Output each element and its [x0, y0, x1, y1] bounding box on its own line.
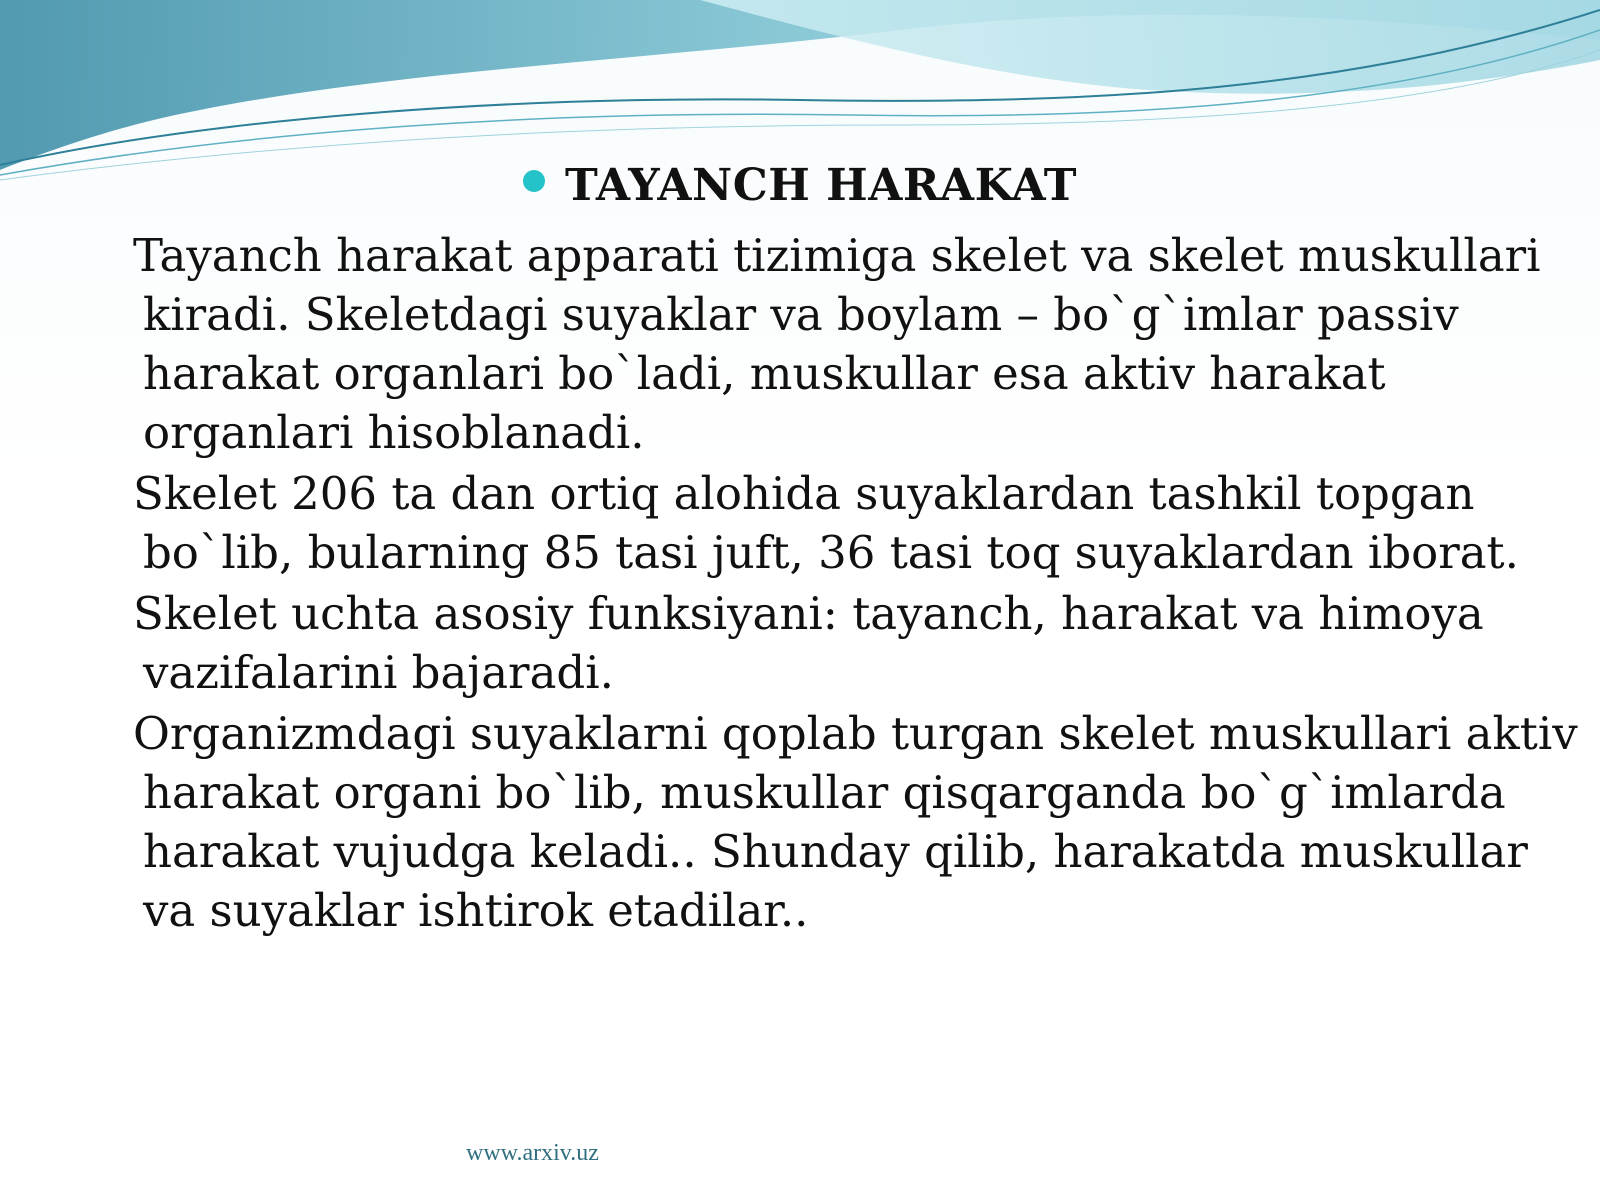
paragraph-3: Skelet uchta asosiy funksiyani: tayanch, harakat va himoya vazifalarini bajaradi. [133, 587, 1484, 699]
paragraph-1: Tayanch harakat apparati tizimiga skelet va skelet muskullari kiradi. Skeletdagi suyaklar va boylam – bo`g`imlar passiv harakat organlari bo`ladi, muskullar esa aktiv harakat organlari hisoblanadi. [133, 229, 1541, 459]
paragraph-4: Organizmdagi suyaklarni qoplab turgan skelet muskullari aktiv harakat organi bo`lib, muskullar qisqarganda bo`g`imlarda harakat vujudga keladi.. Shunday qilib, harakatda muskullar va suyaklar ishtirok etadilar.. [133, 707, 1578, 937]
paragraph-2: Skelet 206 ta dan ortiq alohida suyaklardan tashkil topgan bo`lib, bularning 85 tasi juft, 36 tasi toq suyaklardan iborat. [133, 467, 1519, 579]
footer-url: www.arxiv.uz [466, 1140, 599, 1166]
title-row [0, 160, 1600, 211]
bullet-dot-icon [523, 170, 545, 192]
slide-title: TAYANCH HARAKAT [565, 160, 1077, 211]
slide-body [133, 226, 1593, 942]
